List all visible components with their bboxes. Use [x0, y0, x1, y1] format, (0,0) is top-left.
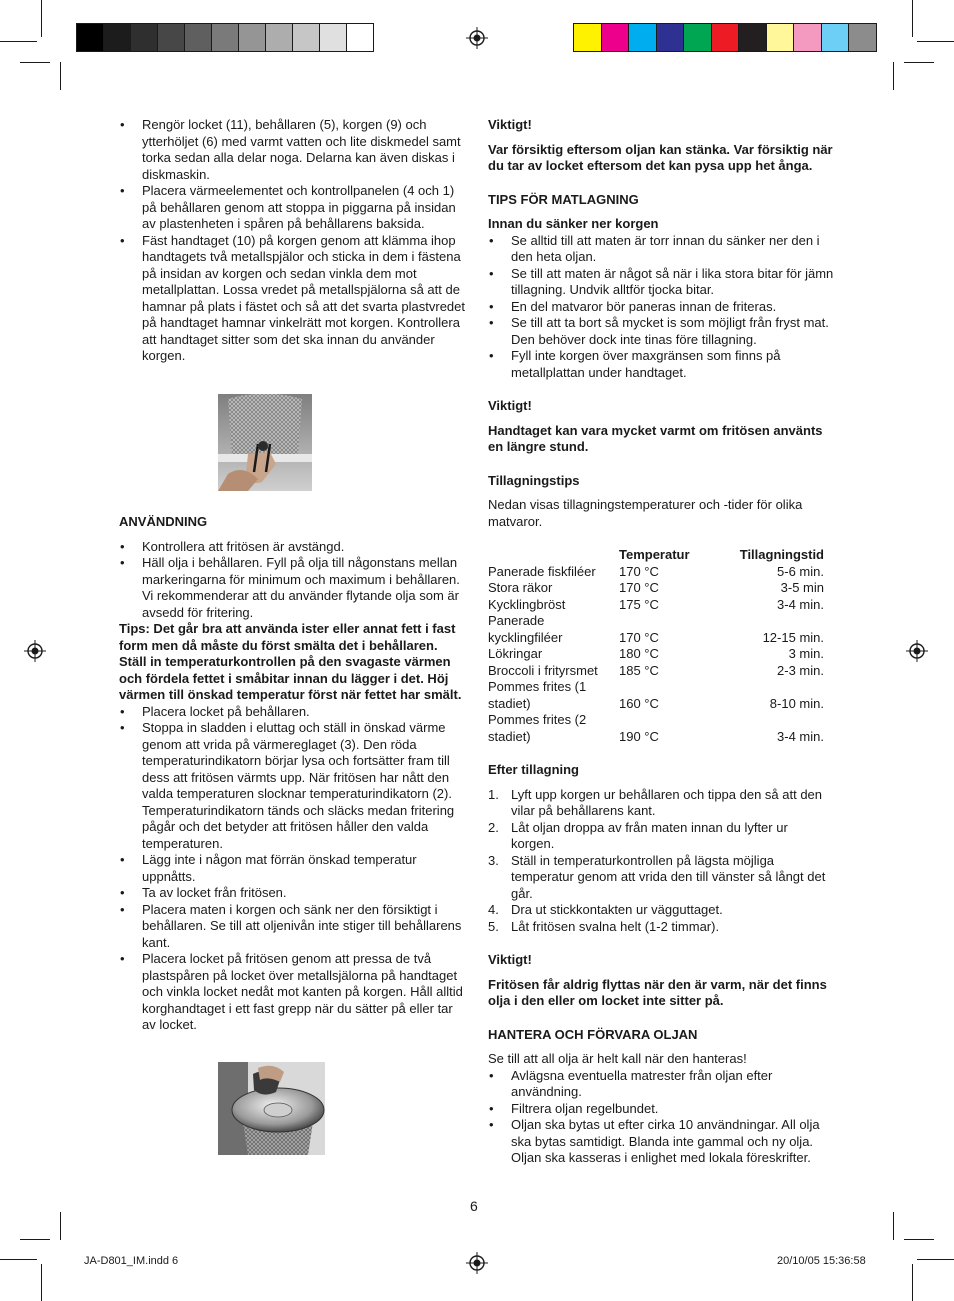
color-swatch [320, 24, 347, 51]
table-header-row [488, 547, 824, 564]
cooking-tips-heading: Tillagningstips [488, 472, 580, 488]
color-swatch [239, 24, 266, 51]
list-item: • Oljan ska bytas ut efter cirka 10 användningar. All olja ska bytas samtidigt. Blanda inte gammal och ny olja. Oljan ska kasseras i enlighet med lokala föreskrifter. [488, 1117, 834, 1167]
time-cell: 12-15 min. [762, 629, 824, 645]
food-cell: Lökringar [488, 646, 543, 661]
list-item: 5. Låt fritösen svalna helt (1-2 timmar). [488, 918, 720, 934]
warning-text-3: Fritösen får aldrig flyttas när den är varm, när det finns olja i den eller om locket inte sitter på. [488, 976, 827, 1008]
color-swatch [131, 24, 158, 51]
crop-mark-top-left-v [41, 0, 42, 37]
color-swatch [684, 24, 712, 51]
list-item: • Kontrollera att fritösen är avstängd. [119, 539, 465, 556]
crop-mark-top-right-h [917, 41, 954, 42]
table-row [488, 663, 824, 680]
crop-mark-bottom-right-v [912, 1264, 913, 1301]
list-item: • Stoppa in sladden i eluttag och ställ in önskad värme genom att vrida på värmereglaget (3). Den röda temperaturindikatorn börjar lysa och fortsätter fram till dess att fritösen värmts upp. När fritösen har nått den valda temperaturen slocknar temperaturindikatorn (2). Temperaturindikatorn tänds och släcks medan fritering pågår och det betyder att fritösen håller den valda temperaturen. [119, 720, 465, 852]
usage-list-a [119, 539, 465, 622]
list-item: • Filtrera oljan regelbundet. [488, 1101, 834, 1118]
date-slug: 20/10/05 15:36:58 [777, 1255, 866, 1267]
list-item: • Fyll inte korgen över maxgränsen som finns på metallplattan under handtaget. [488, 348, 834, 381]
warning-heading-3: Viktigt! [488, 952, 532, 967]
list-item: • Placera värmeelementet och kontrollpanelen (4 och 1) på behållaren genom att stoppa in piggarna på insidan av plastenheten i spåren på behållarens baksida. [119, 183, 465, 233]
page-number: 6 [470, 1198, 478, 1214]
list-item: • Fäst handtaget (10) på korgen genom att klämma ihop handtagets två metallspjälor och sticka in dem i fästena på insidan av korgen och sedan vinkla dem mot metallplattan. Lossa vredet på metallspjälorna så att de hamnar på plats i fästet och så att det svarta plastvredet på handtaget hamnar vinkelrätt mot korgen. Kontrollera att handtaget sitter som det ska innan du använder korgen. [119, 233, 465, 365]
cooking-intro: Nedan visas tillagningstemperaturer och -tider för olika matvaror. [488, 497, 803, 529]
before-heading: Innan du sänker ner korgen [488, 216, 659, 231]
intro-list [119, 117, 465, 365]
color-swatch [104, 24, 131, 51]
color-swatch [293, 24, 320, 51]
registration-mark-top-icon [466, 27, 488, 49]
warning-text-1: Var försiktig eftersom oljan kan stänka. Var försiktig när du tar av locket eftersom det kan pysa upp het ånga. [488, 141, 833, 173]
crop-mark-top-left-h2 [20, 62, 50, 63]
temp-cell: 180 °C [619, 646, 659, 661]
col-temp-header: Temperatur [619, 547, 690, 562]
food-cell: Stora räkor [488, 580, 553, 595]
after-heading: Efter tillagning [488, 762, 579, 777]
col-food-header [488, 547, 619, 564]
right-column [488, 117, 834, 1167]
temp-cell: 190 °C [619, 728, 659, 744]
crop-mark-bottom-left-v2 [60, 1212, 61, 1240]
time-cell: 3-5 min [780, 580, 824, 595]
temp-cell: 170 °C [619, 629, 659, 645]
col-time-header: Tillagningstid [739, 547, 824, 562]
crop-mark-top-left-v2 [60, 62, 61, 90]
left-column [119, 117, 465, 365]
oil-intro: Se till att all olja är helt kall när den hanteras! [488, 1051, 747, 1066]
list-item: • Se till att maten är något så när i lika stora bitar för jämn tillagning. Undvik alltför tjocka bitar. [488, 266, 834, 299]
oil-list [488, 1068, 834, 1167]
food-cell: Kycklingbröst [488, 596, 566, 612]
warning-heading-2: Viktigt! [488, 398, 532, 413]
color-swatch [266, 24, 293, 51]
color-swatch [657, 24, 685, 51]
color-swatch [158, 24, 185, 51]
color-swatch [739, 24, 767, 51]
oil-heading: HANTERA OCH FÖRVARA OLJAN [488, 1026, 698, 1042]
list-item: 1. Lyft upp korgen ur behållaren och tippa den så att den vilar på behållarens kant. [488, 786, 823, 818]
food-cell: Pommes frites (1 stadiet) [488, 679, 587, 711]
crop-mark-bottom-left-h2 [20, 1239, 50, 1240]
table-row [488, 646, 824, 663]
color-swatch [77, 24, 104, 51]
usage-section [119, 514, 465, 1034]
tips-heading: TIPS FÖR MATLAGNING [488, 191, 639, 207]
registration-mark-left-icon [24, 640, 46, 662]
table-row [488, 580, 824, 597]
color-swatch [602, 24, 630, 51]
table-row [488, 613, 824, 646]
registration-mark-right-icon [906, 640, 928, 662]
color-swatch [347, 24, 373, 51]
food-cell: Panerade kycklingfiléer [488, 613, 563, 645]
table-row [488, 564, 824, 581]
crop-mark-bottom-left-v [41, 1264, 42, 1301]
usage-heading: ANVÄNDNING [119, 514, 208, 529]
temp-cell: 175 °C [619, 596, 659, 612]
crop-mark-bottom-left-h [0, 1259, 37, 1260]
color-swatch [767, 24, 795, 51]
list-item: • Placera locket på fritösen genom att pressa de två plastspåren på locket över metallsjälorna på handtaget och vinkla locket nedåt mot kanten på korgen. Håll alltid korghandtaget i ett fast grepp när du sätter på eller tar av locket. [119, 951, 465, 1034]
table-row [488, 597, 824, 614]
warning-heading-1: Viktigt! [488, 117, 532, 132]
crop-mark-top-left-h [0, 41, 37, 42]
time-cell: 2-3 min. [777, 662, 824, 678]
grayscale-bar [76, 23, 374, 52]
list-item: • Avlägsna eventuella matrester från oljan efter användning. [488, 1068, 834, 1101]
food-cell: Broccoli i frityrsmet [488, 662, 598, 678]
time-cell: 3-4 min. [777, 728, 824, 744]
basket-handle-photo [218, 394, 312, 491]
list-item: • Placera maten i korgen och sänk ner den försiktigt i behållaren. Se till att oljenivån inte stiger till behållarens kant. [119, 902, 465, 952]
time-cell: 3-4 min. [777, 596, 824, 612]
temp-cell: 185 °C [619, 662, 659, 678]
time-cell: 8-10 min. [769, 695, 824, 711]
list-item: • Lägg inte i någon mat förrän önskad temperatur uppnåtts. [119, 852, 465, 885]
crop-mark-top-right-h2 [904, 62, 934, 63]
usage-list-b [119, 704, 465, 1034]
temp-cell: 170 °C [619, 563, 659, 579]
list-item: 2. Låt oljan droppa av från maten innan du lyfter ur korgen. [488, 819, 788, 851]
before-list [488, 233, 834, 382]
list-item: 3. Ställ in temperaturkontrollen på lägsta möjliga temperatur genom att vrida den till vänster så långt det går. [488, 852, 826, 901]
list-item: • Häll olja i behållaren. Fyll på olja till någonstans mellan markeringarna för minimum och maximum i behållaren. Vi rekommenderar att du använder flytande olja som är avsedd för fritering. [119, 555, 465, 621]
color-swatch [822, 24, 850, 51]
food-cell: Panerade fiskfiléer [488, 563, 596, 579]
list-item: 4. Dra ut stickkontakten ur vägguttaget. [488, 902, 723, 917]
color-swatch [185, 24, 212, 51]
color-bar [573, 23, 877, 52]
food-cell: Pommes frites (2 stadiet) [488, 712, 587, 744]
temp-cell: 160 °C [619, 695, 659, 711]
list-item: • En del matvaror bör paneras innan de friteras. [488, 299, 834, 316]
list-item: • Se till att ta bort så mycket is som möjligt från fryst mat. Den behöver dock inte tinas före tillagning. [488, 315, 834, 348]
color-swatch [794, 24, 822, 51]
crop-mark-top-right-v2 [893, 62, 894, 90]
registration-mark-bottom-icon [466, 1252, 488, 1274]
crop-mark-bottom-right-h [917, 1259, 954, 1260]
color-swatch [712, 24, 740, 51]
lid-on-fryer-photo [218, 1062, 325, 1155]
table-row [488, 712, 824, 745]
time-cell: 3 min. [788, 646, 824, 661]
crop-mark-bottom-right-v2 [893, 1212, 894, 1240]
tips-note: Tips: Det går bra att använda ister eller annat fett i fast form men då måste du först smälta det i behållaren. Ställ in temperaturkontrollen på den svagaste värmen och fördela fettet i småbitar innan du lägger i det. Höj värmen till önskad temperatur först när fettet har smält. [119, 621, 462, 702]
list-item: • Ta av locket från fritösen. [119, 885, 465, 902]
list-item: • Placera locket på behållaren. [119, 704, 465, 721]
time-cell: 5-6 min. [777, 563, 824, 579]
warning-text-2: Handtaget kan vara mycket varmt om fritösen använts en längre stund. [488, 422, 823, 454]
after-steps [488, 787, 834, 936]
list-item: • Rengör locket (11), behållaren (5), korgen (9) och ytterhöljet (6) med varmt vatten och lite diskmedel samt torka sedan alla delar noga. Delarna kan även diskas i diskmaskin. [119, 117, 465, 183]
list-item: • Se alltid till att maten är torr innan du sänker ner den i den heta oljan. [488, 233, 834, 266]
color-swatch [212, 24, 239, 51]
crop-mark-bottom-right-h2 [904, 1239, 934, 1240]
temp-cell: 170 °C [619, 580, 659, 595]
color-swatch [629, 24, 657, 51]
color-swatch [574, 24, 602, 51]
color-swatch [849, 24, 876, 51]
file-slug: JA-D801_IM.indd 6 [84, 1255, 179, 1267]
crop-mark-top-right-v [912, 0, 913, 37]
table-row [488, 679, 824, 712]
cooking-table [488, 547, 824, 745]
